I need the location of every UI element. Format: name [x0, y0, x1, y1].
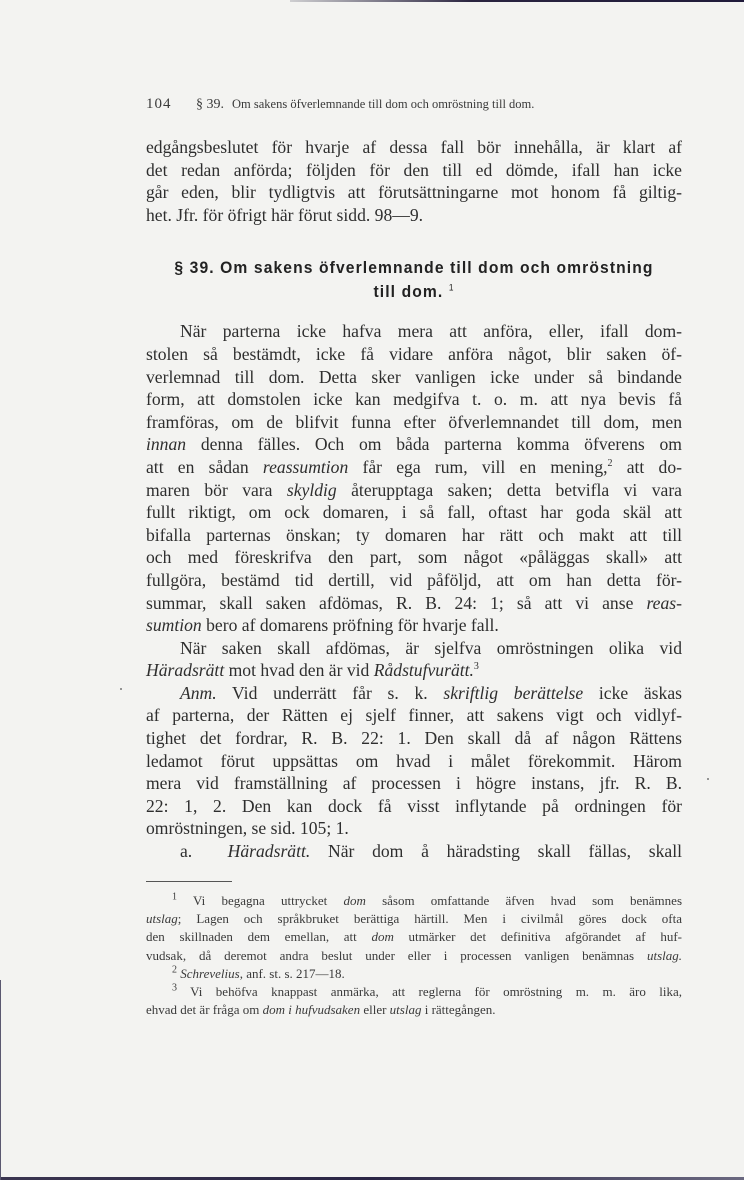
text-line: tighet det fordrar, R. B. 22: 1. Den skall då af någon Rättens [146, 728, 682, 749]
text-line: 22: 1, 2. Den kan dock få visst inflytande på ordningen för [146, 795, 682, 816]
footnote-line: $^1$ Vi begagna uttrycket dom såsom omfattande äfven hvad som benämnes [172, 891, 682, 908]
italic-term: reassumtion [262, 456, 349, 477]
footnote-1 [146, 892, 682, 965]
page-number: 104 [146, 96, 172, 112]
text-line: och med föreskrifva den part, som något «påläggas skall» att [146, 547, 682, 568]
text-line: verlemnad till dom. Detta sker vanligen icke under så bindande [146, 366, 682, 387]
text-line: sumtion bero af domarens pröfning för hvarje fall. [146, 615, 499, 636]
running-head-title: Om sakens öfverlemnande till dom och omröstning till dom. [232, 97, 535, 111]
scan-edge-left [0, 980, 1, 1180]
text-line: edgångsbeslutet för hvarje af dessa fall bör innehålla, är klart af [146, 137, 682, 157]
text-line: bifalla parternas önskan; ty domaren har rätt och makt att till [146, 524, 682, 545]
subsection-label: a. [180, 841, 193, 862]
footnote-line: ehvad det är fråga om dom i hufvudsaken eller utslag i rättegången. [146, 1002, 496, 1018]
footnote-line: utslag; Lagen och språkbruket berättiga härtill. Men i civilmål göres dock ofta [146, 910, 682, 926]
footnote-marker: 1 [172, 891, 177, 903]
text-line: het. Jfr. för öfrigt här förut sidd. 98—9. [146, 204, 424, 225]
subsection-a [146, 840, 682, 863]
text-line: summar, skall saken afdömas, R. B. 24: 1; så att vi anse reas- [146, 592, 682, 613]
text-line: När parterna icke hafva mera att anföra, eller, ifall dom- [180, 321, 682, 342]
footnote-rule [146, 881, 232, 882]
text-line: form, att domstolen icke kan medgifva t. o. m. att nya bevis få [146, 389, 682, 410]
italic-term: innan [146, 434, 187, 455]
text-line: att en sådan reassumtion får ega rum, vill en mening,$^2$ att do- [146, 456, 682, 477]
subsection-title: Häradsrätt. [227, 841, 311, 862]
text-line: omröstningen, se sid. 105; 1. [146, 818, 349, 839]
footnote-line: $^3$ Vi behöfva knappast anmärka, att reglerna för omröstning m. m. äro lika, [172, 982, 682, 1000]
footnote-2 [146, 965, 682, 983]
italic-term: sumtion [146, 615, 202, 636]
text-line: framföras, om de blifvit funna efter öfverlemnandet till dom, men [146, 411, 682, 432]
text-line: det redan anförda; följden för den till ed dömde, ifall han icke [146, 159, 682, 180]
stray-mark [707, 778, 709, 780]
text-line: af parterna, der Rätten ej sjelf finner, att sakens vigt och vidlyf- [146, 705, 682, 726]
text-line: mera vid framställning af processen i högre instans, jfr. R. B. [146, 773, 682, 794]
footnote-ref[interactable]: 3 [473, 661, 479, 673]
section-heading [167, 256, 660, 304]
anm-label: Anm. [180, 682, 217, 703]
italic-term: skriftlig berättelse [443, 682, 584, 703]
scan-edge-top [290, 0, 744, 2]
footnote-marker: 3 [172, 982, 177, 994]
footnote-ref[interactable]: 1 [448, 282, 455, 293]
text-line: stolen så bestämdt, icke få vidare anföra något, blir saken öf- [146, 343, 682, 364]
italic-term: reas- [646, 592, 682, 613]
section-heading-line2: till dom. $^1$ [373, 282, 455, 302]
text-line: ledamot förut uppsättas om hvad i målet förekommit. Härom [146, 750, 682, 771]
continuation-paragraph [146, 136, 682, 226]
anm-paragraph [146, 682, 682, 840]
footnote-line: den skillnaden dem emellan, att dom utmärker det definitiva afgörandet af huf- [146, 929, 682, 945]
text-line: Häradsrätt mot hvad den är vid Rådstufvurätt.$^3$ [146, 660, 479, 681]
footnote-line: $^2$ Schrevelius, anf. st. s. 217—18. [172, 964, 345, 981]
text-line: a. Häradsrätt. När dom å häradsting skall fällas, skall [180, 841, 682, 862]
italic-term: Rådstufvurätt. [373, 660, 474, 681]
text-line: fullgöra, bestämd tid dertill, vid påföljd, att om han detta för- [146, 569, 682, 590]
paragraph-2 [146, 637, 682, 682]
running-head-section: § 39. [196, 97, 224, 112]
text-line: fullt riktigt, om ock domaren, i så fall, oftast har goda skäl att [146, 502, 682, 523]
running-head [146, 96, 682, 120]
text-line: innan denna fälles. Och om båda parterna komma öfverens om [146, 434, 682, 455]
book-page [146, 96, 682, 1020]
footnote-3 [146, 983, 682, 1020]
italic-term: skyldig [286, 479, 337, 500]
stray-mark [120, 688, 122, 690]
footnotes [146, 892, 682, 1020]
paragraph-1 [146, 320, 682, 636]
footnote-ref[interactable]: 2 [607, 458, 613, 470]
section-heading-line1: § 39. Om sakens öfverlemnande till dom och omröstning [174, 258, 654, 278]
italic-term: Häradsrätt [146, 660, 225, 681]
text-line: När saken skall afdömas, är sjelfva omröstningen olika vid [180, 637, 682, 658]
footnote-line: vudsak, då deremot andra beslut under eller i processen vanligen benämnas utslag. [146, 947, 682, 963]
text-line: går eden, blir tydligtvis att förutsättningarne mot honom få giltig- [146, 182, 682, 203]
text-line: maren bör vara skyldig återupptaga saken; detta betvifla vi vara [146, 479, 682, 500]
text-line: Anm. Vid underrätt får s. k. skriftlig berättelse icke äskas [180, 682, 682, 703]
footnote-marker: 2 [172, 964, 177, 976]
